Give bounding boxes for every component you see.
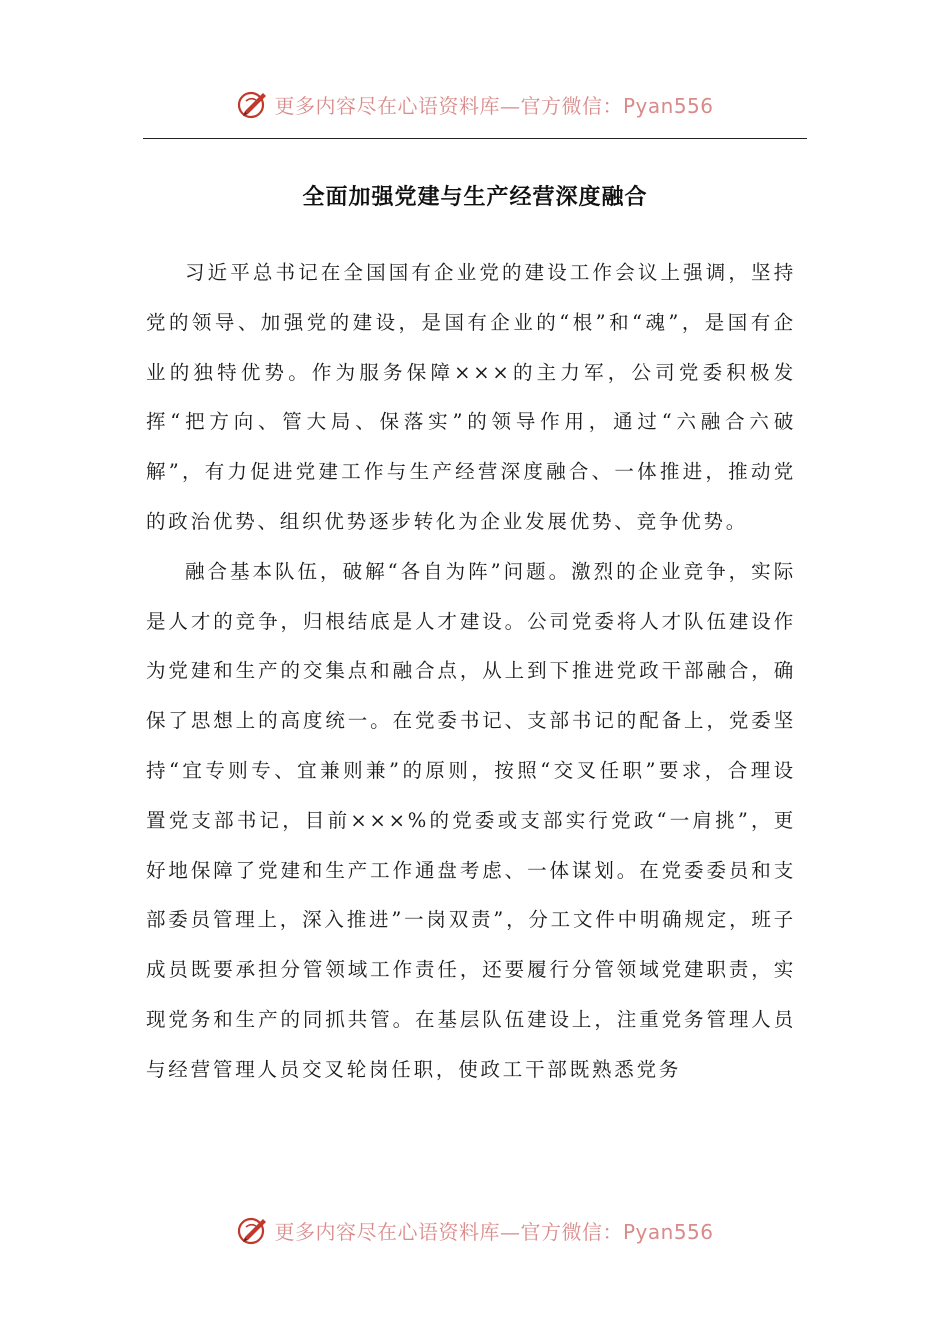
paragraph: 习近平总书记在全国国有企业党的建设工作会议上强调，坚持党的领导、加强党的建设，是国有企业的“根”和“魂”，是国有企业的独特优势。作为服务保障×××的主力军，公司党委积极发挥“把方向、管大局、保落实”的领导作用，通过“六融合六破解”，有力促进党建工作与生产经营深度融合、一体推进，推动党的政治优势、组织优势逐步转化为企业发展优势、竞争优势。: [146, 261, 796, 533]
header-divider: [143, 138, 807, 139]
pen-logo-icon: [236, 1213, 270, 1247]
watermark-text: 更多内容尽在心语资料库—官方微信：Pyan556: [274, 93, 714, 118]
document-body: [146, 248, 796, 1095]
watermark-handle: Pyan556: [622, 93, 714, 118]
pen-logo-icon: [236, 87, 270, 121]
document-title: 全面加强党建与生产经营深度融合: [302, 185, 648, 210]
header-watermark-banner: [0, 82, 950, 126]
paragraph: 融合基本队伍，破解“各自为阵”问题。激烈的企业竞争，实际是人才的竞争，归根结底是人才建设。公司党委将人才队伍建设作为党建和生产的交集点和融合点，从上到下推进党政干部融合，确保了思想上的高度统一。在党委书记、支部书记的配备上，党委坚持“宜专则专、宜兼则兼”的原则，按照“交叉任职”要求，合理设置党支部书记，目前×××%的党委或支部实行党政“一肩挑”，更好地保障了党建和生产工作通盘考虑、一体谋划。在党委委员和支部委员管理上，深入推进”一岗双责”，分工文件中明确规定，班子成员既要承担分管领域工作责任，还要履行分管领域党建职责，实现党务和生产的同抓共管。在基层队伍建设上，注重党务管理人员与经营管理人员交叉轮岗任职，使政工干部既熟悉党务: [146, 559, 796, 1081]
watermark-text: 更多内容尽在心语资料库—官方微信：Pyan556: [274, 1219, 714, 1244]
watermark-handle: Pyan556: [622, 1219, 714, 1244]
footer-watermark-banner: [0, 1208, 950, 1252]
